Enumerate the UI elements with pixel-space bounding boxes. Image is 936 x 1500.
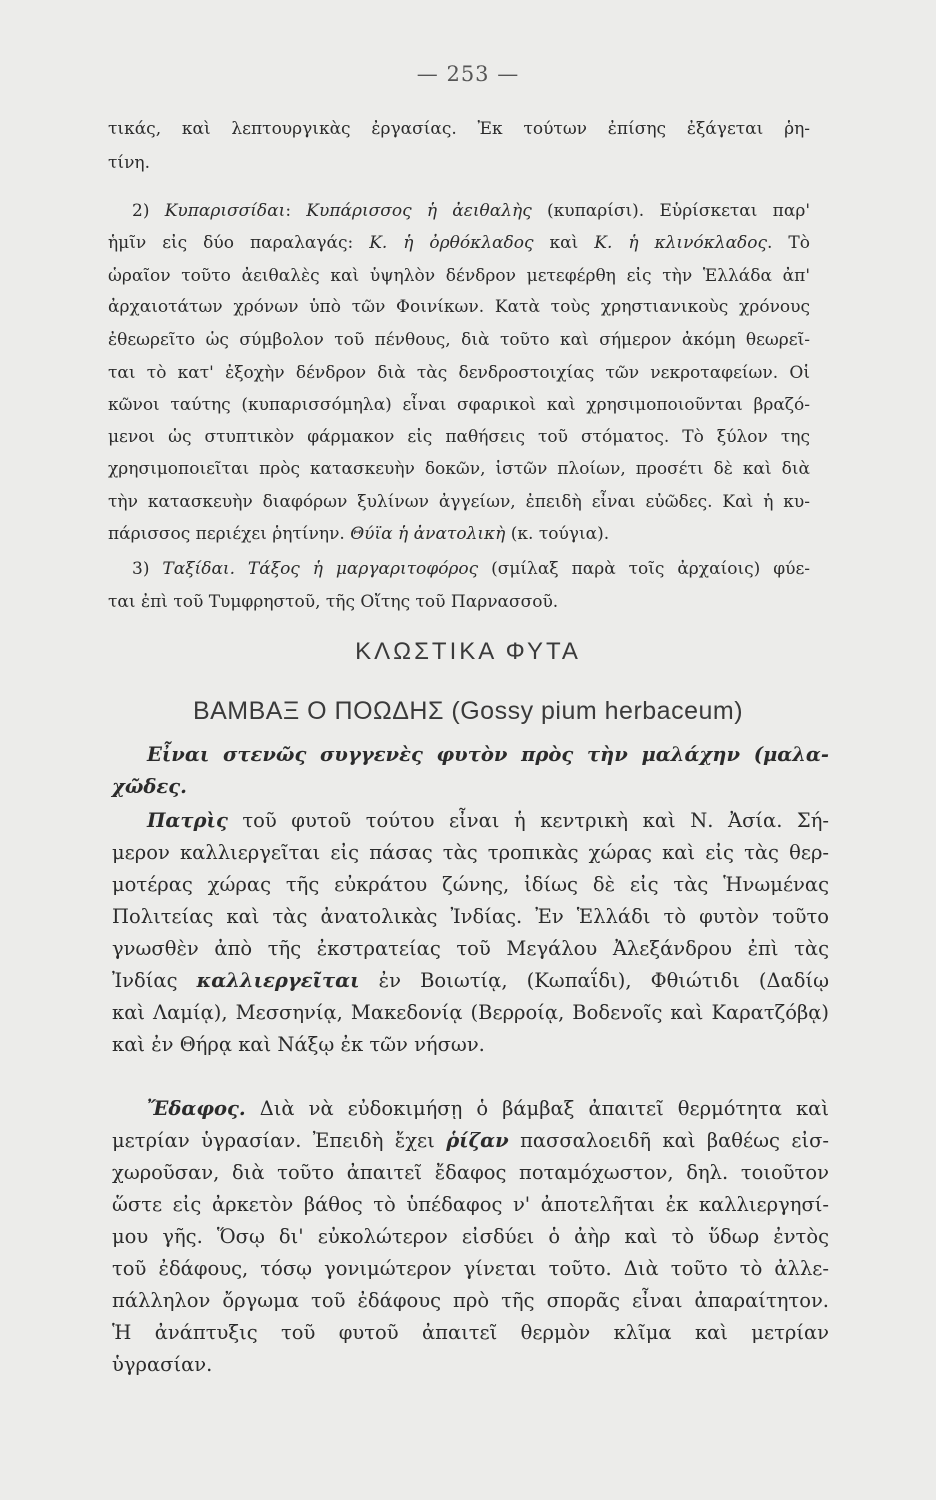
text-segment: Ταξίδαι. Τάξος ἡ μαργαριτοφόρος bbox=[162, 559, 479, 579]
text-segment: ἀρχαιοτάτων χρόνων ὑπὸ τῶν Φοινίκων. Κατὰ τοὺς χρηστιανικοὺς χρόνους bbox=[108, 297, 810, 317]
text-segment: Ἔδαφος. bbox=[147, 1097, 246, 1120]
text-segment: Ἰνδίας bbox=[112, 969, 197, 992]
text-segment: Διὰ νὰ εὐδοκιμήσῃ ὁ βάμβαξ ἀπαιτεῖ θερμότητα καὶ bbox=[245, 1097, 829, 1120]
text-line bbox=[112, 1288, 829, 1314]
text-line bbox=[112, 1256, 829, 1282]
text-segment: καὶ Λαμίᾳ), Μεσσηνίᾳ, Μακεδονίᾳ (Βερροίᾳ, Βοδενοῖς καὶ Καρατζόβᾳ) bbox=[112, 1001, 829, 1024]
text-line bbox=[112, 1352, 829, 1378]
text-segment: καὶ ἐν Θήρᾳ καὶ Νάξῳ ἐκ τῶν νήσων. bbox=[112, 1033, 485, 1056]
text-segment: πασσαλοειδῆ καὶ βαθέως εἰσ- bbox=[508, 1129, 829, 1152]
text-line bbox=[132, 200, 810, 222]
text-segment: ἡμῖν εἰς δύο παραλαγάς: bbox=[108, 233, 370, 253]
text-line bbox=[108, 152, 810, 174]
text-line bbox=[112, 1160, 829, 1186]
text-segment: Εἶναι στενῶς συγγενὲς φυτὸν πρὸς τὴν μαλάχην (μαλα- bbox=[147, 743, 829, 766]
text-segment: τοῦ φυτοῦ τούτου εἶναι ἡ κεντρικὴ καὶ Ν. Ἀσία. Σή- bbox=[227, 809, 829, 832]
text-segment: χρησιμοποιεῖται πρὸς κατασκευὴν δοκῶν, ἱστῶν πλοίων, προσέτι δὲ καὶ διὰ bbox=[108, 459, 810, 479]
text-line bbox=[132, 558, 810, 580]
text-segment: μοτέρας χώρας τῆς εὐκράτου ζώνης, ἰδίως δὲ εἰς τὰς Ἡνωμένας bbox=[112, 873, 829, 896]
text-segment: κῶνοι ταύτης (κυπαρισσόμηλα) εἶναι σφαρικοὶ καὶ χρησιμοποιοῦνται βραζό- bbox=[108, 395, 810, 415]
text-segment: μετρίαν ὑγρασίαν. Ἐπειδὴ ἔχει bbox=[112, 1129, 447, 1152]
text-line bbox=[108, 265, 810, 287]
text-segment: μενοι ὡς στυπτικὸν φάρμακον εἰς παθήσεις τοῦ στόματος. Τὸ ξύλον της bbox=[108, 427, 810, 447]
text-segment: Κ. ἡ κλινόκλαδος bbox=[594, 233, 768, 253]
text-line bbox=[112, 1032, 829, 1058]
text-line bbox=[112, 904, 829, 930]
text-segment: ται τὸ κατ' ἐξοχὴν δένδρον διὰ τὰς δενδροστοιχίας τῶν νεκροταφείων. Οἱ bbox=[108, 363, 810, 383]
text-segment: ἐθεωρεῖτο ὡς σύμβολον τοῦ πένθους, διὰ τοῦτο καὶ σήμερον ἀκόμη θεωρεῖ- bbox=[108, 330, 810, 350]
text-segment: (κ. τούγια). bbox=[505, 524, 610, 544]
text-segment: ἐν Βοιωτίᾳ, (Κωπαΐδι), Φθιώτιδι (Δαδίῳ bbox=[359, 969, 829, 992]
page-number: — 253 — bbox=[416, 62, 520, 86]
text-line bbox=[108, 591, 810, 613]
text-segment: τίνη. bbox=[108, 153, 150, 173]
text-line bbox=[108, 232, 810, 254]
text-segment: Κυπαρισσίδαι bbox=[164, 201, 286, 221]
text-segment: πάλληλον ὄργωμα τοῦ ἐδάφους πρὸ τῆς σπορᾶς εἶναι ἀπαραίτητον. bbox=[112, 1289, 829, 1312]
text-segment: Πολιτείας καὶ τὰς ἀνατολικὰς Ἰνδίας. Ἐν Ἑλλάδι τὸ φυτὸν τοῦτο bbox=[112, 905, 829, 928]
subsection-heading: ΒΑΜΒΑΞ Ο ΠΟΩΔΗΣ (Gossy pium herbaceum) bbox=[192, 697, 744, 725]
text-segment: τικάς, καὶ λεπτουργικὰς ἐργασίας. Ἐκ τούτων ἐπίσης ἐξάγεται ῥη- bbox=[108, 119, 810, 139]
text-line bbox=[112, 1192, 829, 1218]
text-line bbox=[112, 774, 829, 800]
text-line bbox=[108, 362, 810, 384]
text-segment: Θύϊα ἡ ἀνατολικὴ bbox=[350, 524, 506, 544]
text-segment: Ἡ ἀνάπτυξις τοῦ φυτοῦ ἀπαιτεῖ θερμὸν κλῖμα καὶ μετρίαν bbox=[112, 1321, 829, 1344]
text-segment: τοῦ ἐδάφους, τόσῳ γονιμώτερον γίνεται τοῦτο. Διὰ τοῦτο τὸ ἀλλε- bbox=[112, 1257, 829, 1280]
text-segment: πάρισσος περιέχει ῥητίνην. bbox=[108, 524, 351, 544]
section-heading: ΚΛΩΣΤΙΚΑ ΦΥΤΑ bbox=[355, 638, 581, 665]
text-segment: ῥίζαν bbox=[446, 1129, 509, 1152]
text-segment: (κυπαρίσι). Εὑρίσκεται παρ' bbox=[531, 201, 811, 221]
text-line bbox=[112, 1000, 829, 1026]
text-line bbox=[108, 523, 810, 545]
text-segment: ὡραῖον τοῦτο ἀειθαλὲς καὶ ὑψηλὸν δένδρον μετεφέρθη εἰς τὴν Ἑλλάδα ἀπ' bbox=[108, 266, 810, 286]
text-line bbox=[108, 458, 810, 480]
text-segment: Κυπάρισσος ἡ ἀειθαλὴς bbox=[306, 201, 532, 221]
text-segment: 2) bbox=[132, 201, 165, 221]
text-line bbox=[108, 491, 810, 513]
text-line bbox=[112, 1224, 829, 1250]
text-segment: χωροῦσαν, διὰ τοῦτο ἀπαιτεῖ ἔδαφος ποταμόχωστον, δηλ. τοιοῦτον bbox=[112, 1161, 829, 1184]
text-segment: γνωσθὲν ἀπὸ τῆς ἐκστρατείας τοῦ Μεγάλου Ἀλεξάνδρου ἐπὶ τὰς bbox=[112, 937, 829, 960]
text-segment: μου γῆς. Ὅσῳ δι' εὐκολώτερον εἰσδύει ὁ ἀὴρ καὶ τὸ ὕδωρ ἐντὸς bbox=[112, 1225, 829, 1248]
text-line bbox=[112, 936, 829, 962]
text-line bbox=[108, 296, 810, 318]
text-line bbox=[112, 968, 829, 994]
text-line bbox=[147, 808, 829, 834]
text-segment: καὶ bbox=[533, 233, 595, 253]
text-segment: Κ. ἡ ὀρθόκλαδος bbox=[369, 233, 534, 253]
text-segment: ὑγρασίαν. bbox=[112, 1353, 213, 1376]
text-segment: μερον καλλιεργεῖται εἰς πάσας τὰς τροπικὰς χώρας καὶ εἰς τὰς θερ- bbox=[112, 841, 829, 864]
text-segment: ὥστε εἰς ἀρκετὸν βάθος τὸ ὑπέδαφος ν' ἀποτελῆται ἐκ καλλιεργησί- bbox=[112, 1193, 829, 1216]
text-line bbox=[147, 742, 829, 768]
text-line bbox=[108, 394, 810, 416]
text-segment: 3) bbox=[132, 559, 163, 579]
text-line bbox=[112, 872, 829, 898]
text-segment: : bbox=[285, 201, 307, 221]
text-segment: ται ἐπὶ τοῦ Τυμφρηστοῦ, τῆς Οἴτης τοῦ Παρνασσοῦ. bbox=[108, 592, 559, 612]
text-segment: (σμίλαξ παρὰ τοῖς ἀρχαίοις) φύε- bbox=[478, 559, 810, 579]
text-line bbox=[108, 118, 810, 140]
text-line bbox=[112, 1128, 829, 1154]
text-line bbox=[108, 426, 810, 448]
text-segment: Πατρὶς bbox=[147, 809, 228, 832]
text-segment: . Τὸ bbox=[767, 233, 810, 253]
text-line bbox=[147, 1096, 829, 1122]
text-segment: καλλιεργεῖται bbox=[196, 969, 360, 992]
text-segment: χῶδες. bbox=[112, 775, 187, 798]
text-line bbox=[112, 1320, 829, 1346]
text-line bbox=[108, 329, 810, 351]
text-line bbox=[112, 840, 829, 866]
text-segment: τὴν κατασκευὴν διαφόρων ξυλίνων ἀγγείων, ἐπειδὴ εἶναι εὐῶδες. Καὶ ἡ κυ- bbox=[108, 492, 810, 512]
